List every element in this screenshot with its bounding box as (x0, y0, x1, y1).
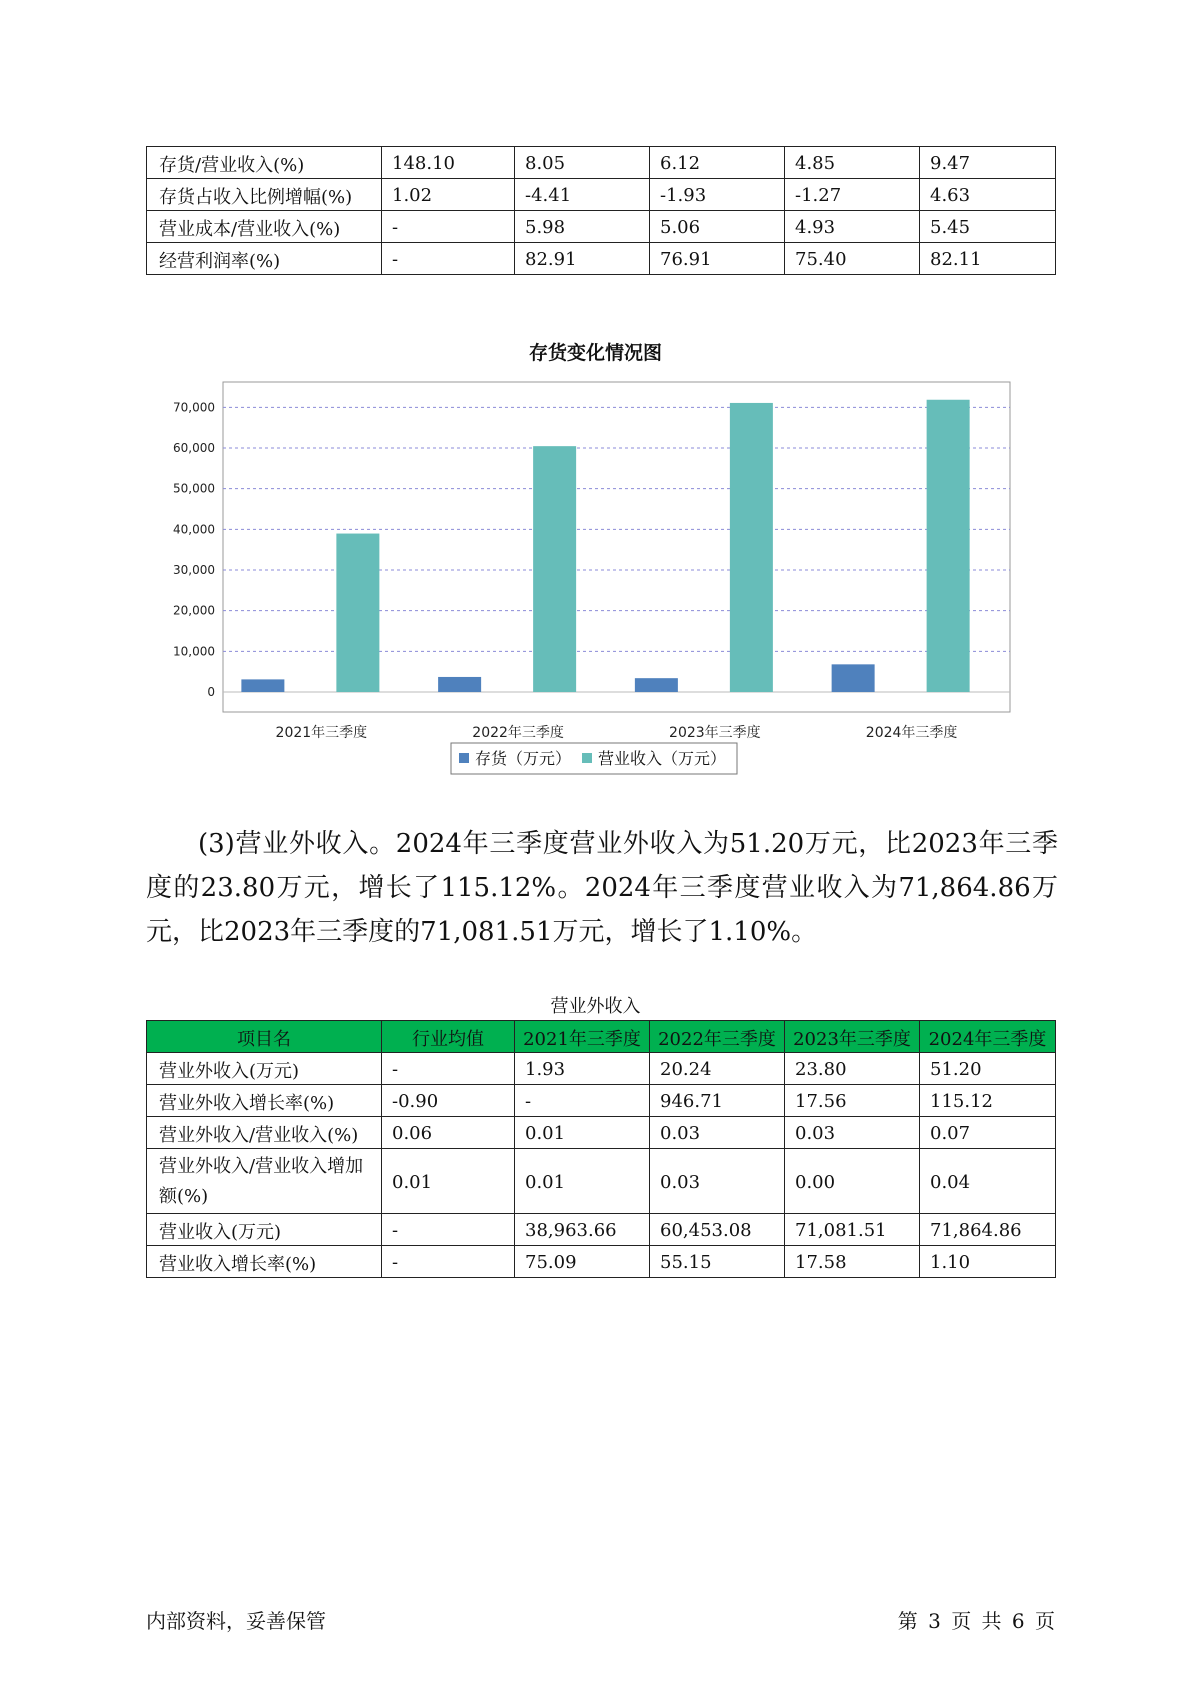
cell: 115.12 (920, 1085, 1056, 1117)
footer-confidential-note: 内部资料，妥善保管 (146, 1609, 326, 1633)
bar-revenue (927, 400, 970, 692)
table-row (147, 1117, 1056, 1149)
cell: 17.56 (785, 1085, 920, 1117)
cell: 5.45 (920, 211, 1056, 243)
table-row (147, 179, 1056, 211)
cell: 0.07 (920, 1117, 1056, 1149)
row-label: 营业外收入(万元) (147, 1053, 382, 1085)
column-header: 2021年三季度 (515, 1021, 650, 1053)
cell: 82.11 (920, 243, 1056, 275)
body-paragraph: (3)营业外收入。2024年三季度营业外收入为51.20万元，比2023年三季度的23.80万元，增长了115.12%。2024年三季度营业收入为71,864.86万元，比2023年三季度的71,081.51万元，增长了1.10%。 (146, 829, 1058, 947)
cell: -1.27 (785, 179, 920, 211)
row-label: 营业成本/营业收入(%) (147, 211, 382, 243)
cell: 4.93 (785, 211, 920, 243)
cell: 148.10 (382, 147, 515, 179)
cell: 0.01 (382, 1149, 515, 1214)
cell: 6.12 (650, 147, 785, 179)
row-label: 存货/营业收入(%) (147, 147, 382, 179)
table-row (147, 243, 1056, 275)
footer-page-number: 第 3 页 共 6 页 (897, 1609, 1055, 1633)
y-tick-label: 0 (207, 685, 215, 699)
cell: - (382, 211, 515, 243)
row-label: 营业外收入/营业收入(%) (147, 1117, 382, 1149)
cell: 4.63 (920, 179, 1056, 211)
cell: - (382, 1053, 515, 1085)
cell: 76.91 (650, 243, 785, 275)
row-label: 营业收入增长率(%) (147, 1246, 382, 1278)
cell: 55.15 (650, 1246, 785, 1278)
table-row (147, 1149, 1056, 1214)
bar-revenue (533, 446, 576, 692)
cell: 946.71 (650, 1085, 785, 1117)
cell: 1.10 (920, 1246, 1056, 1278)
legend-swatch-inventory (459, 753, 469, 763)
cell: 0.03 (650, 1117, 785, 1149)
cell: 0.01 (515, 1149, 650, 1214)
legend-label: 营业收入（万元） (598, 749, 727, 768)
y-tick-label: 10,000 (173, 644, 215, 659)
table-row (147, 211, 1056, 243)
cell: -1.93 (650, 179, 785, 211)
cell: 71,081.51 (785, 1214, 920, 1246)
table-caption: 营业外收入 (550, 996, 641, 1017)
cell: 1.02 (382, 179, 515, 211)
cell: - (382, 1214, 515, 1246)
cell: 0.03 (785, 1117, 920, 1149)
ratio-table (146, 146, 1056, 275)
bar-inventory (438, 677, 481, 692)
cell: 5.98 (515, 211, 650, 243)
cell: 23.80 (785, 1053, 920, 1085)
y-tick-label: 60,000 (173, 441, 215, 455)
column-header: 2022年三季度 (650, 1021, 785, 1053)
row-label: 经营利润率(%) (147, 243, 382, 275)
cell: - (515, 1085, 650, 1117)
cell: 1.93 (515, 1053, 650, 1085)
row-label: 营业外收入增长率(%) (147, 1085, 382, 1117)
cell: 60,453.08 (650, 1214, 785, 1246)
row-label: 营业收入(万元) (147, 1214, 382, 1246)
cell: - (382, 243, 515, 275)
column-header: 行业均值 (382, 1021, 515, 1053)
legend-swatch-revenue (582, 753, 592, 763)
cell: 75.09 (515, 1246, 650, 1278)
cell: -4.41 (515, 179, 650, 211)
cell: 0.00 (785, 1149, 920, 1214)
bar-inventory (832, 664, 875, 692)
legend-label: 存货（万元） (475, 749, 572, 768)
cell: 0.06 (382, 1117, 515, 1149)
table-row (147, 1053, 1056, 1085)
cell: 0.04 (920, 1149, 1056, 1214)
non-operating-income-table (146, 1020, 1056, 1278)
x-tick-label: 2023年三季度 (669, 725, 761, 741)
column-header: 项目名 (147, 1021, 382, 1053)
x-tick-label: 2021年三季度 (275, 725, 368, 741)
table-row (147, 1085, 1056, 1117)
cell: 38,963.66 (515, 1214, 650, 1246)
table-row (147, 147, 1056, 179)
row-label: 营业外收入/营业收入增加额(%) (147, 1149, 382, 1214)
table-header-row (147, 1021, 1056, 1053)
y-tick-label: 70,000 (173, 400, 215, 415)
y-tick-label: 40,000 (173, 522, 215, 537)
cell: -0.90 (382, 1085, 515, 1117)
cell: 8.05 (515, 147, 650, 179)
bar-revenue (336, 534, 379, 692)
cell: 20.24 (650, 1053, 785, 1085)
cell: 51.20 (920, 1053, 1056, 1085)
y-tick-label: 30,000 (173, 563, 215, 577)
cell: 9.47 (920, 147, 1056, 179)
table-row (147, 1246, 1056, 1278)
cell: 75.40 (785, 243, 920, 275)
cell: 17.58 (785, 1246, 920, 1278)
inventory-bar-chart (150, 370, 1030, 780)
cell: 5.06 (650, 211, 785, 243)
y-tick-label: 50,000 (173, 481, 215, 496)
cell: 0.03 (650, 1149, 785, 1214)
table-row (147, 1214, 1056, 1246)
chart-title: 存货变化情况图 (528, 342, 662, 364)
cell: 0.01 (515, 1117, 650, 1149)
column-header: 2024年三季度 (920, 1021, 1056, 1053)
bar-revenue (730, 403, 773, 692)
y-tick-label: 20,000 (173, 603, 215, 618)
cell: - (382, 1246, 515, 1278)
cell: 4.85 (785, 147, 920, 179)
x-tick-label: 2022年三季度 (472, 725, 564, 741)
cell: 71,864.86 (920, 1214, 1056, 1246)
x-tick-label: 2024年三季度 (865, 725, 958, 741)
column-header: 2023年三季度 (785, 1021, 920, 1053)
bar-inventory (635, 678, 678, 692)
row-label: 存货占收入比例增幅(%) (147, 179, 382, 211)
cell: 82.91 (515, 243, 650, 275)
bar-inventory (241, 679, 284, 692)
